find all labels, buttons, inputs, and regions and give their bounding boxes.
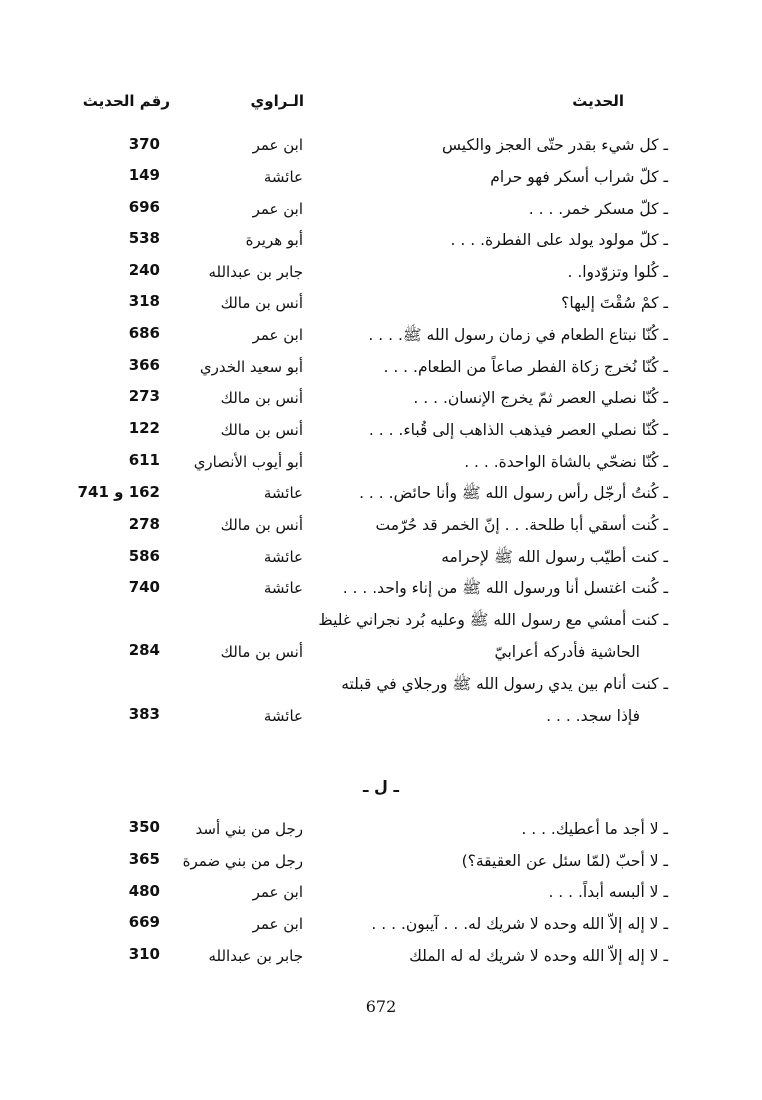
- narrator: جابر بن عبدالله: [208, 947, 303, 965]
- header-narrator: الـراوي: [250, 92, 304, 110]
- hadith-number: 310: [128, 945, 160, 963]
- hadith-text: ـ كنت أمشي مع رسول الله ﷺ وعليه بُرد نجراني غليظ: [318, 611, 668, 629]
- hadith-text: ـ كُلوا وتزوّدوا. .: [567, 263, 668, 281]
- hadith-number: 611: [128, 451, 160, 469]
- hadith-number: 149: [128, 166, 160, 184]
- narrator: أبو أيوب الأنصاري: [193, 453, 303, 471]
- narrator: عائشة: [263, 484, 303, 502]
- hadith-text: ـ لا ألبسه أبداً. . . .: [548, 883, 668, 901]
- narrator: أنس بن مالك: [220, 643, 303, 661]
- hadith-text: ـ لا أجد ما أعطيك. . . .: [521, 820, 668, 838]
- hadith-text: ـ كنت أطيّب رسول الله ﷺ لإحرامه: [441, 548, 668, 566]
- narrator: ابن عمر: [252, 326, 303, 344]
- hadith-text: ـ كلّ شراب أسكر فهو حرام: [490, 168, 668, 186]
- hadith-text-continuation: الحاشية فأدركه أعرابيّ: [494, 643, 640, 661]
- hadith-number: 162 و 741: [77, 483, 160, 501]
- hadith-text: ـ لا أحبّ (لمّا سئل عن العقيقة؟): [461, 852, 668, 870]
- header-hadith: الحديث: [572, 92, 624, 110]
- hadith-number: 273: [128, 387, 160, 405]
- hadith-number: 686: [128, 324, 160, 342]
- narrator: ابن عمر: [252, 883, 303, 901]
- narrator: ابن عمر: [252, 915, 303, 933]
- hadith-number: 284: [128, 641, 160, 659]
- hadith-number: 318: [128, 292, 160, 310]
- narrator: عائشة: [263, 707, 303, 725]
- narrator: ابن عمر: [252, 200, 303, 218]
- hadith-text: ـ كُنت اغتسل أنا ورسول الله ﷺ من إناء واحد. . . .: [342, 579, 668, 597]
- hadith-number: 740: [128, 578, 160, 596]
- hadith-number: 366: [128, 356, 160, 374]
- hadith-number: 350: [128, 818, 160, 836]
- narrator: أنس بن مالك: [220, 516, 303, 534]
- hadith-number: 696: [128, 198, 160, 216]
- hadith-text: ـ كُنّا نبتاع الطعام في زمان رسول الله ﷺ. . . .: [368, 326, 668, 344]
- hadith-text: ـ كل شيء بقدر حتّى العجز والكيس: [442, 136, 668, 154]
- hadith-text: ـ كُنّا نضحّي بالشاة الواحدة. . . .: [464, 453, 668, 471]
- hadith-number: 383: [128, 705, 160, 723]
- narrator: أنس بن مالك: [220, 389, 303, 407]
- hadith-number: 370: [128, 135, 160, 153]
- page-number: 672: [365, 997, 397, 1016]
- hadith-text: ـ كُنّا نُخرج زكاة الفطر صاعاً من الطعام. . . .: [383, 358, 668, 376]
- hadith-number: 122: [128, 419, 160, 437]
- hadith-text: ـ لا إله إلاّ الله وحده لا شريك له. . . آيبون. . . .: [371, 915, 668, 933]
- header-hadith-number: رقم الحديث: [82, 92, 170, 110]
- hadith-text: ـ كلّ مولود يولد على الفطرة. . . .: [450, 231, 668, 249]
- narrator: عائشة: [263, 579, 303, 597]
- narrator: أبو هريرة: [245, 231, 303, 249]
- hadith-number: 669: [128, 913, 160, 931]
- hadith-text: ـ كُنّا نصلي العصر فيذهب الذاهب إلى قُباء. . . .: [368, 421, 668, 439]
- narrator: عائشة: [263, 168, 303, 186]
- hadith-number: 365: [128, 850, 160, 868]
- hadith-text: ـ كُنّا نصلي العصر ثمّ يخرج الإنسان. . . .: [413, 389, 668, 407]
- hadith-text-continuation: فإذا سجد. . . .: [546, 707, 640, 725]
- narrator: عائشة: [263, 548, 303, 566]
- hadith-text: ـ كُنتُ أرجّل رأس رسول الله ﷺ وأنا حائض. . . .: [359, 484, 668, 502]
- hadith-number: 586: [128, 547, 160, 565]
- hadith-number: 538: [128, 229, 160, 247]
- section-heading-lam: ـ ل ـ: [363, 777, 399, 796]
- hadith-text: ـ كلّ مسكر خمر. . . .: [528, 200, 668, 218]
- narrator: أنس بن مالك: [220, 294, 303, 312]
- narrator: رجل من بني أسد: [195, 820, 303, 838]
- narrator: جابر بن عبدالله: [208, 263, 303, 281]
- narrator: رجل من بني ضمرة: [182, 852, 303, 870]
- hadith-text: ـ كُنت أسقي أبا طلحة. . . إنّ الخمر قد حُرّمت: [375, 516, 668, 534]
- hadith-text: ـ كمْ سُقْتَ إليها؟: [561, 294, 668, 312]
- hadith-text: ـ لا إله إلاّ الله وحده لا شريك له له الملك: [409, 947, 668, 965]
- hadith-number: 480: [128, 882, 160, 900]
- narrator: ابن عمر: [252, 136, 303, 154]
- hadith-text: ـ كنت أنام بين يدي رسول الله ﷺ ورجلاي في قبلته: [341, 675, 668, 693]
- narrator: أنس بن مالك: [220, 421, 303, 439]
- narrator: أبو سعيد الخدري: [199, 358, 303, 376]
- hadith-number: 278: [128, 515, 160, 533]
- hadith-number: 240: [128, 261, 160, 279]
